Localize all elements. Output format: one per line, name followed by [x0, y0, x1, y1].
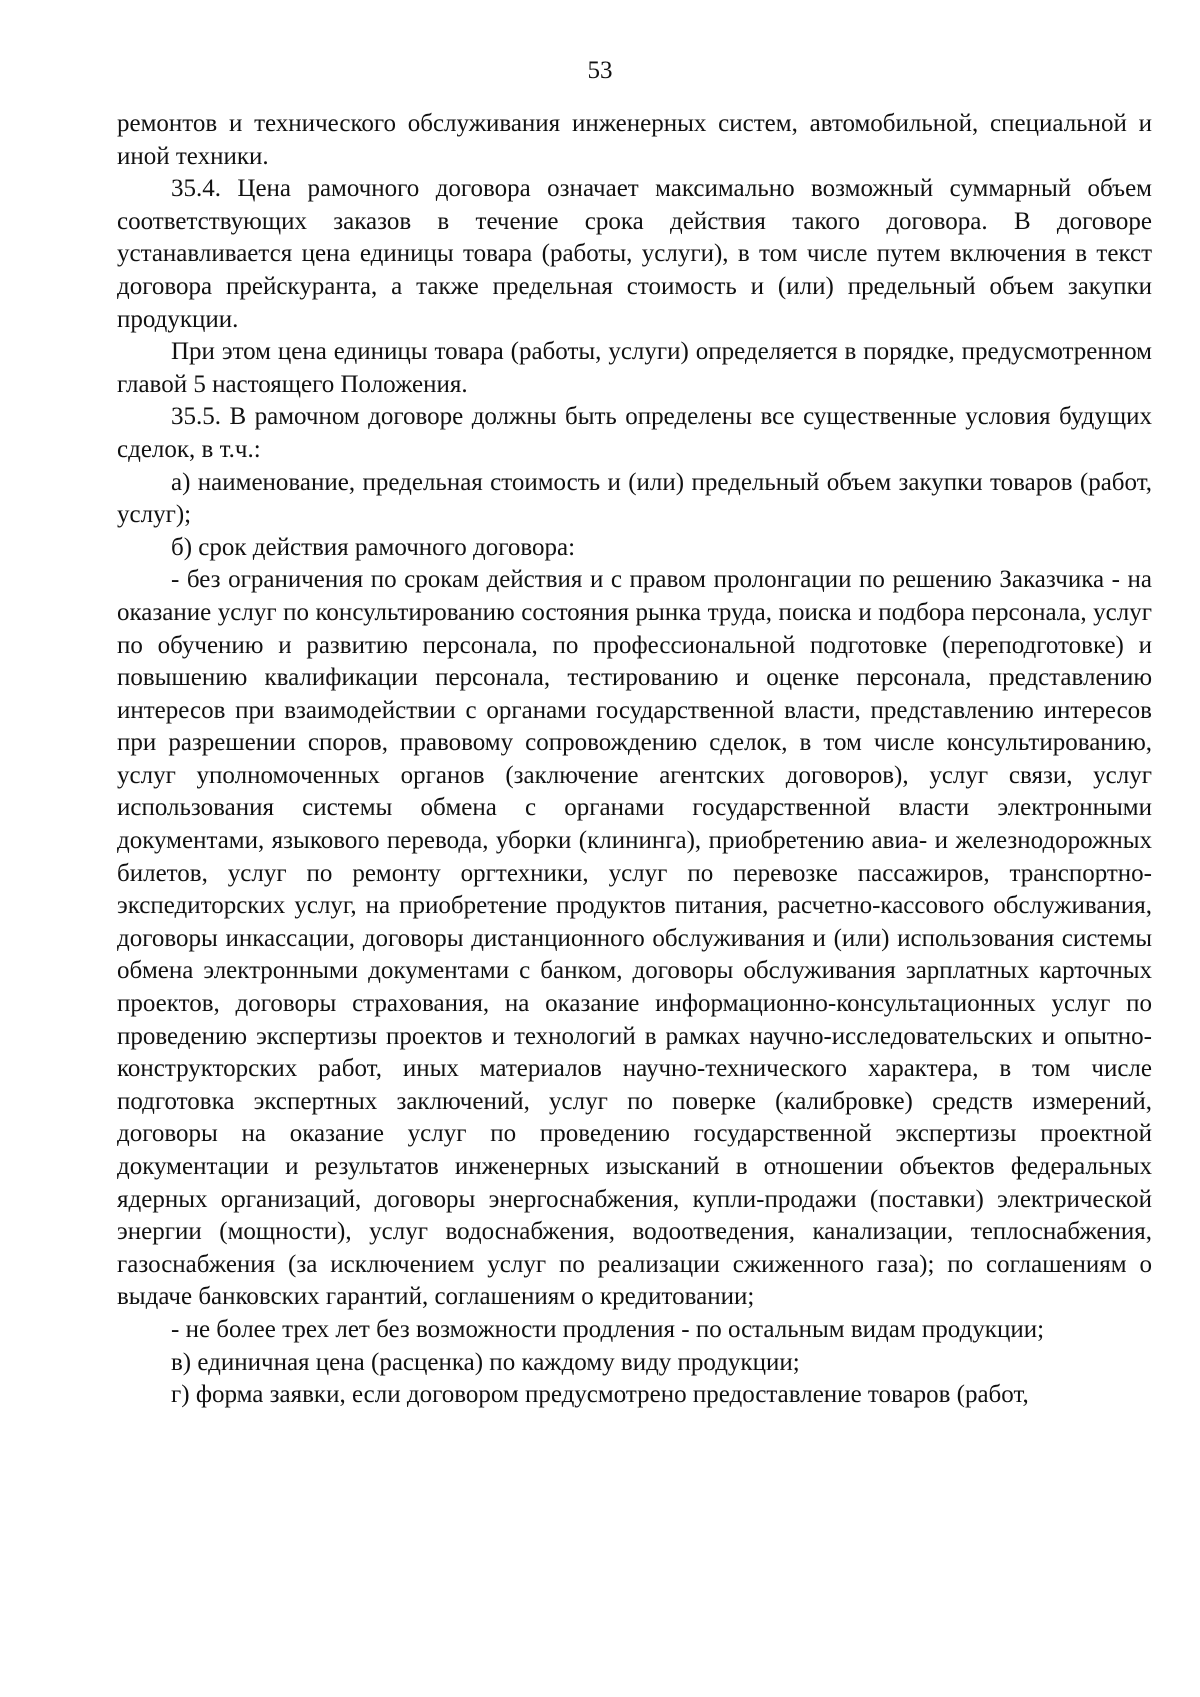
page-number: 53 [587, 57, 613, 84]
paragraph-item-b: б) срок действия рамочного договора: [171, 533, 576, 561]
paragraph-continuation: ремонтов и технического обслуживания инженерных систем, автомобильной, специальной и иной техники. [117, 110, 1152, 170]
paragraph-item-a: а) наименование, предельная стоимость и (или) предельный объем закупки товаров (работ, услуг); [117, 468, 1152, 529]
paragraph-35-5: 35.5. В рамочном договоре должны быть определены все существенные условия будущих сделок, в т.ч.: [117, 403, 1152, 463]
paragraph-three-years: - не более трех лет без возможности продления - по остальным видам продукции; [171, 1315, 1045, 1343]
paragraph-35-4: 35.4. Цена рамочного договора означает максимально возможный суммарный объем соответствующих заказов в течение срока действия такого договора. В договоре устанавливается цена единицы товара (работы, услуги), в том числе путем включения в текст договора прейскуранта, а также предельная стоимость и (или) предельный объем закупки продукции. [117, 175, 1152, 333]
paragraph-unit-price: При этом цена единицы товара (работы, услуги) определяется в порядке, предусмотренном главой 5 настоящего Положения. [117, 338, 1152, 398]
paragraph-item-v: в) единичная цена (расценка) по каждому виду продукции; [171, 1348, 800, 1376]
paragraph-no-limit-services: - без ограничения по срокам действия и с правом пролонгации по решению Заказчика - на оказание услуг по консультированию состояния рынка труда, поиска и подбора персонала, услуг по обучению и развитию персонала, по профессиональной подготовке (переподготовке) и повышению квалификации персонала, тестированию и оценке персонала, представлению интересов при взаимодействии с органами государственной власти, представлению интересов при разрешении споров, правовому сопровождению сделок, в том числе консультированию, услуг уполномоченных органов (заключение агентских договоров), услуг связи, услуг использования системы обмена с органами государственной власти электронными документами, языкового перевода, уборки (клининга), приобретению авиа- и железнодорожных билетов, услуг по ремонту оргтехники, услуг по перевозке пассажиров, транспортно-экспедиторских услуг, на приобретение продуктов питания, расчетно-кассового обслуживания, договоры инкассации, договоры дистанционного обслуживания и (или) использования системы обмена электронными документами с банком, договоры обслуживания зарплатных карточных проектов, договоры страхования, на оказание информационно-консультационных услуг по проведению экспертизы проектов и технологий в рамках научно-исследовательских и опытно-конструкторских работ, иных материалов научно-технического характера, в том числе подготовка экспертных заключений, услуг по поверке (калибровке) средств измерений, договоры на оказание услуг по проведению государственной экспертизы проектной документации и результатов инженерных изысканий в отношении объектов федеральных ядерных организаций, договоры энергоснабжения, купли-продажи (поставки) электрической энергии (мощности), услуг водоснабжения, водоотведения, канализации, теплоснабжения, газоснабжения (за исключением услуг по реализации сжиженного газа); по соглашениям о выдаче банковских гарантий, соглашениям о кредитовании; [117, 566, 1152, 1311]
document-body [117, 108, 1152, 1412]
paragraph-item-g: г) форма заявки, если договором предусмотрено предоставление товаров (работ, [171, 1381, 1029, 1409]
